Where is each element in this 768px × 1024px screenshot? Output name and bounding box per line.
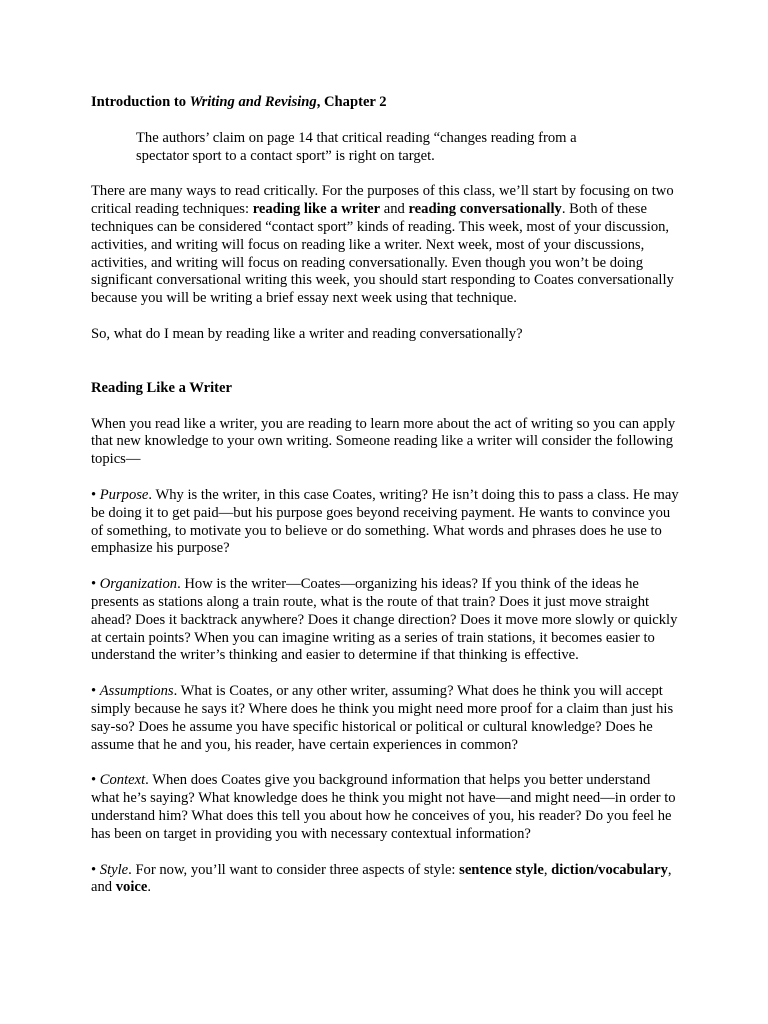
- topic-name: Organization: [99, 576, 178, 593]
- question-paragraph: So, what do I mean by reading like a writer and reading conversationally?: [91, 325, 523, 342]
- bullet: •: [91, 486, 100, 503]
- block-quote: The authors’ claim on page 14 that critical reading “changes reading from a spectator sport to a contact sport” is right on target.: [136, 129, 577, 164]
- intro-paragraph: [91, 183, 681, 308]
- topic-text: . For now, you’ll want to consider three aspects of style:: [128, 861, 460, 878]
- topic-text: . What is Coates, or any other writer, assuming? What does he think you will accept simply because he says it? Where does he think you might need more proof for a claim than just his say-so? Does he assume you have specific historical or political or cultural knowledge? Does he assume that he and you, his reader, have certain experiences in common?: [91, 683, 674, 753]
- bullet: •: [91, 772, 100, 789]
- bullet: •: [91, 861, 100, 878]
- style-aspect-voice: voice: [115, 879, 148, 896]
- title-suffix: , Chapter 2: [316, 94, 387, 110]
- term-reading-like-a-writer: reading like a writer: [252, 201, 381, 218]
- topic-style: [91, 862, 681, 898]
- topic-context: [91, 772, 681, 843]
- intro-part2: . Both of these techniques can be considered “contact sport” kinds of reading. This week, most of your discussion, activities, and writing will focus on reading like a writer. Next week, most of your discussions, activities, and writing will focus on reading conversationally. Even though you won’t be doing significant conversational writing this week, you should start responding to Coates conversationally because you will be writing a brief essay next week using that technique.: [91, 201, 674, 307]
- title-book: Writing and Revising: [189, 94, 317, 110]
- bullet: •: [91, 683, 100, 700]
- topic-purpose: [91, 487, 681, 558]
- topic-assumptions: [91, 683, 681, 754]
- topic-name: Style: [99, 861, 129, 878]
- intro-and: and: [380, 201, 409, 218]
- bullet: •: [91, 576, 100, 593]
- topic-organization: [91, 576, 681, 665]
- intro-part1: There are many ways to read critically. For the purposes of this class, we’ll start by focusing on two critical reading techniques:: [91, 183, 674, 218]
- topic-text: . Why is the writer, in this case Coates, writing? He isn’t doing this to pass a class. He may be doing it to get paid—but his purpose goes beyond receiving payment. He wants to convince you of something, to motivate you to believe or do something. What words and phrases does he use to emphasize his purpose?: [91, 486, 679, 557]
- topic-text: . When does Coates give you background information that helps you better understand what he’s saying? What knowledge does he think you might not have—and might need—in order to understand him? What does this tell you about how he conceives of you, his reader? Do you feel he has been on target in providing you with necessary contextual information?: [91, 772, 676, 842]
- topic-name: Assumptions: [99, 683, 174, 700]
- section-intro-paragraph: When you read like a writer, you are reading to learn more about the act of writing so you can apply that new knowledge to your own writing. Someone reading like a writer will consider the following topics—: [91, 415, 676, 468]
- document-body: [91, 94, 681, 915]
- term-reading-conversationally: reading conversationally: [408, 201, 562, 218]
- topic-name: Context: [99, 772, 146, 789]
- document-title: [91, 94, 681, 112]
- style-aspect-diction-vocabulary: diction/vocabulary: [551, 861, 668, 878]
- separator: , and: [91, 861, 672, 896]
- period: .: [147, 879, 151, 896]
- topic-text: . How is the writer—Coates—organizing his ideas? If you think of the ideas he presents as stations along a train route, what is the route of that train? Does it just move straight ahead? Does it backtrack anywhere? Does it change direction? Does it move more slowly or quickly at certain points? When you can imagine writing as a series of train stations, it becomes easier to understand the writer’s thinking and easier to determine if that thinking is effective.: [91, 576, 678, 664]
- title-prefix: Introduction to: [91, 94, 190, 110]
- separator: ,: [543, 861, 552, 878]
- section-heading: Reading Like a Writer: [91, 379, 232, 396]
- style-aspect-sentence-style: sentence style: [459, 861, 544, 878]
- topic-name: Purpose: [99, 486, 149, 503]
